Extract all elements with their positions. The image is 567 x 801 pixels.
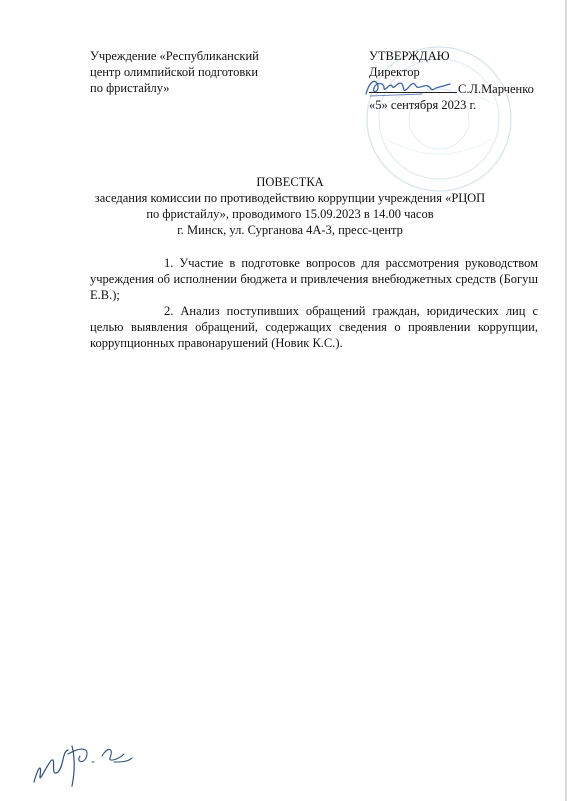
agenda-item: 2. Анализ поступивших обращений граждан, юридических лиц с целью выявления обращений, содержащих сведения о проявлении коррупции, коррупционных правонарушений (Новик К.С.).: [90, 304, 538, 350]
approval-position: Директор: [369, 65, 420, 79]
agenda-items: [90, 255, 538, 351]
agenda-title: ПОВЕСТКА: [256, 175, 324, 189]
director-signature: [362, 74, 454, 100]
organization-name: [90, 48, 310, 96]
approval-date: «5» сентября 2023 г.: [369, 98, 477, 112]
agenda-location: г. Минск, ул. Сурганова 4А-3, пресс-центр: [177, 223, 403, 237]
handwritten-initials: [28, 732, 140, 790]
approval-signer-name: С.Л.Марченко: [458, 82, 534, 96]
organization-line-3: по фристайлу»: [90, 81, 170, 95]
agenda-header: [60, 174, 520, 238]
organization-line-1: Учреждение «Республиканский: [90, 49, 259, 63]
approval-heading: УТВЕРЖДАЮ: [369, 49, 450, 63]
agenda-item: 1. Участие в подготовке вопросов для рассмотрения руководством учреждения об исполнении бюджета и привлечения внебюджетных средств (Богуш Е.В.);: [90, 256, 538, 302]
agenda-subtitle-line-2: по фристайлу», проводимого 15.09.2023 в 14.00 часов: [146, 207, 434, 221]
organization-line-2: центр олимпийской подготовки: [90, 65, 259, 79]
agenda-subtitle-line-1: заседания комиссии по противодействию коррупции учреждения «РЦОП: [94, 191, 486, 205]
